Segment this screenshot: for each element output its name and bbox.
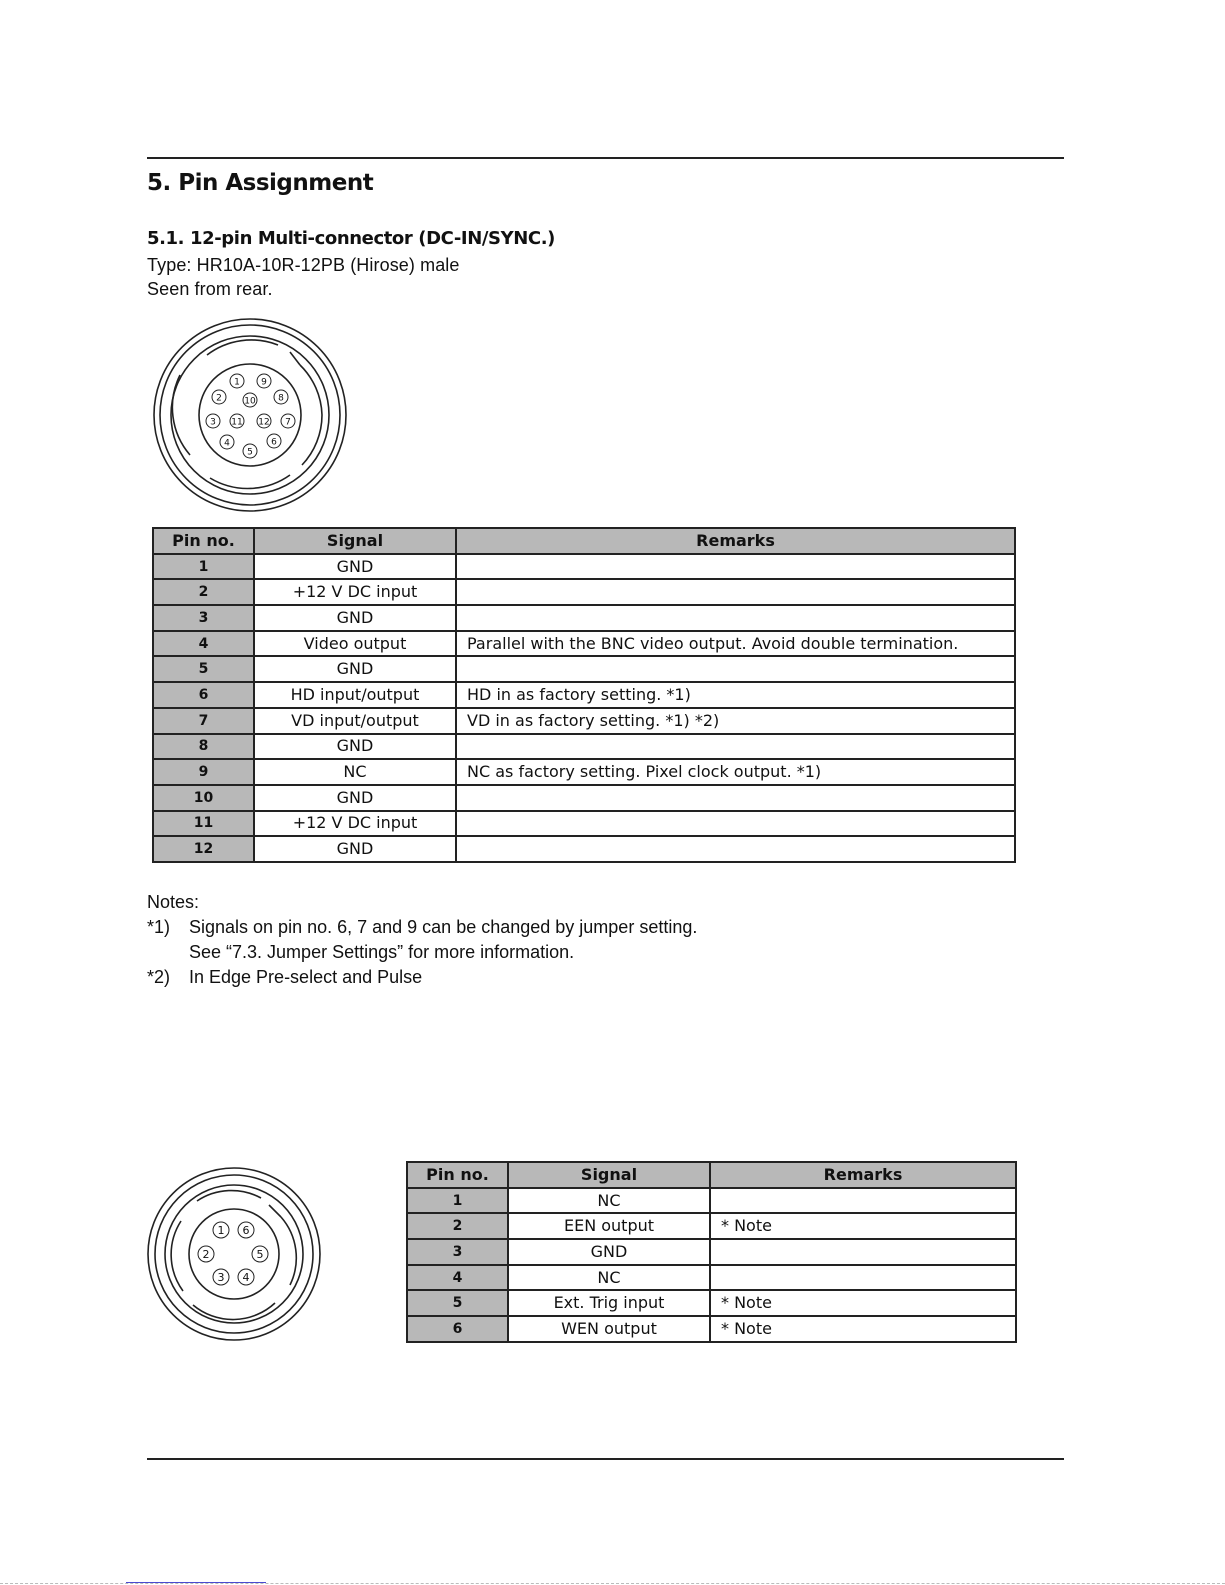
pin-cell: 2 <box>153 579 254 605</box>
table-row <box>153 785 1015 811</box>
svg-text:6: 6 <box>242 1224 250 1237</box>
pin-marker <box>230 414 244 428</box>
remarks-cell <box>456 605 1015 631</box>
svg-text:5: 5 <box>256 1248 264 1261</box>
pin-cell: 3 <box>153 605 254 631</box>
svg-text:10: 10 <box>244 396 256 407</box>
pin-marker <box>220 435 234 449</box>
table-row <box>153 631 1015 657</box>
table-row <box>407 1316 1016 1342</box>
signal-cell: +12 V DC input <box>254 811 456 837</box>
signal-cell: NC <box>508 1188 710 1214</box>
pin-cell: 7 <box>153 708 254 734</box>
svg-text:3: 3 <box>217 1271 225 1284</box>
pin-marker <box>257 374 271 388</box>
view-note-line: Seen from rear. <box>147 279 273 299</box>
remarks-cell <box>710 1188 1016 1214</box>
note-1-line-1: Signals on pin no. 6, 7 and 9 can be changed by jumper setting. <box>189 917 698 937</box>
svg-text:11: 11 <box>231 417 243 428</box>
pin-cell: 1 <box>153 554 254 580</box>
pin-marker <box>238 1269 254 1285</box>
signal-cell: GND <box>508 1239 710 1265</box>
header-rule <box>147 157 1064 159</box>
table-row <box>153 579 1015 605</box>
pin-cell: 5 <box>407 1290 508 1316</box>
remarks-cell <box>710 1239 1016 1265</box>
table-row <box>407 1290 1016 1316</box>
remarks-cell: * Note <box>710 1316 1016 1342</box>
pin-marker <box>281 414 295 428</box>
remarks-cell <box>456 785 1015 811</box>
signal-cell: GND <box>254 734 456 760</box>
pin-cell: 4 <box>407 1265 508 1291</box>
table-row <box>153 656 1015 682</box>
table-row <box>153 836 1015 862</box>
pin-cell: 9 <box>153 759 254 785</box>
signal-cell: NC <box>254 759 456 785</box>
footer-rule <box>147 1458 1064 1460</box>
remarks-cell <box>710 1265 1016 1291</box>
header-pin-no: Pin no. <box>153 528 254 554</box>
section-title: 5. Pin Assignment <box>147 170 374 196</box>
remarks-cell: NC as factory setting. Pixel clock output. *1) <box>456 759 1015 785</box>
pin-marker <box>230 374 244 388</box>
table-header-row <box>407 1162 1016 1188</box>
svg-text:7: 7 <box>285 417 291 428</box>
table-row <box>407 1213 1016 1239</box>
remarks-cell <box>456 656 1015 682</box>
signal-cell: +12 V DC input <box>254 579 456 605</box>
signal-cell: Video output <box>254 631 456 657</box>
header-pin-no: Pin no. <box>407 1162 508 1188</box>
pin-cell: 5 <box>153 656 254 682</box>
footer-link-underline <box>126 1582 266 1583</box>
svg-text:4: 4 <box>224 438 230 449</box>
pin-cell: 11 <box>153 811 254 837</box>
pin-cell: 3 <box>407 1239 508 1265</box>
pin-cell: 10 <box>153 785 254 811</box>
table-row <box>153 708 1015 734</box>
remarks-cell <box>456 579 1015 605</box>
signal-cell: WEN output <box>508 1316 710 1342</box>
pin-marker <box>198 1246 214 1262</box>
remarks-cell: Parallel with the BNC video output. Avoid double termination. <box>456 631 1015 657</box>
table-row <box>153 811 1015 837</box>
svg-text:2: 2 <box>202 1248 210 1261</box>
pin-marker <box>238 1222 254 1238</box>
pin-marker <box>206 414 220 428</box>
svg-text:3: 3 <box>210 417 216 428</box>
remarks-cell <box>456 836 1015 862</box>
twelve-pin-table <box>152 527 1016 863</box>
pin-cell: 6 <box>153 682 254 708</box>
signal-cell: GND <box>254 554 456 580</box>
table-row <box>153 734 1015 760</box>
signal-cell: VD input/output <box>254 708 456 734</box>
table-header-row <box>153 528 1015 554</box>
pin-marker <box>257 414 271 428</box>
pin-marker <box>212 390 226 404</box>
notes-heading: Notes: <box>147 892 200 912</box>
pin-cell: 8 <box>153 734 254 760</box>
pin-cell: 1 <box>407 1188 508 1214</box>
svg-text:2: 2 <box>216 393 222 404</box>
svg-text:9: 9 <box>261 377 267 388</box>
remarks-cell <box>456 554 1015 580</box>
note-2-mark: *2) <box>147 967 171 987</box>
header-signal: Signal <box>508 1162 710 1188</box>
signal-cell: GND <box>254 785 456 811</box>
table-row <box>407 1239 1016 1265</box>
header-remarks: Remarks <box>456 528 1015 554</box>
pin-marker <box>213 1269 229 1285</box>
remarks-cell: * Note <box>710 1290 1016 1316</box>
pin-marker <box>274 390 288 404</box>
page-edge-dotted-line <box>0 1583 1225 1584</box>
svg-text:1: 1 <box>234 377 240 388</box>
table-row <box>153 554 1015 580</box>
twelve-pin-connector-diagram <box>150 315 350 515</box>
signal-cell: GND <box>254 605 456 631</box>
svg-text:1: 1 <box>217 1224 225 1237</box>
pin-marker <box>252 1246 268 1262</box>
remarks-cell <box>456 811 1015 837</box>
six-pin-connector-diagram <box>145 1165 323 1343</box>
header-remarks: Remarks <box>710 1162 1016 1188</box>
table-row <box>153 605 1015 631</box>
remarks-cell: VD in as factory setting. *1) *2) <box>456 708 1015 734</box>
signal-cell: HD input/output <box>254 682 456 708</box>
signal-cell: GND <box>254 656 456 682</box>
remarks-cell: HD in as factory setting. *1) <box>456 682 1015 708</box>
note-1-mark: *1) <box>147 917 171 937</box>
note-1-line-2: See “7.3. Jumper Settings” for more information. <box>189 942 575 962</box>
subsection-title: 5.1. 12-pin Multi-connector (DC-IN/SYNC.) <box>147 228 555 249</box>
table-row <box>153 682 1015 708</box>
pin-cell: 4 <box>153 631 254 657</box>
remarks-cell <box>456 734 1015 760</box>
pin-marker <box>243 393 257 407</box>
note-2-line-1: In Edge Pre-select and Pulse <box>189 967 423 987</box>
svg-text:8: 8 <box>278 393 284 404</box>
svg-text:12: 12 <box>258 417 270 428</box>
svg-text:4: 4 <box>242 1271 250 1284</box>
signal-cell: NC <box>508 1265 710 1291</box>
svg-text:5: 5 <box>247 447 253 458</box>
pin-cell: 2 <box>407 1213 508 1239</box>
six-pin-table <box>406 1161 1017 1343</box>
svg-text:6: 6 <box>271 437 277 448</box>
pin-marker <box>243 444 257 458</box>
signal-cell: EEN output <box>508 1213 710 1239</box>
signal-cell: Ext. Trig input <box>508 1290 710 1316</box>
signal-cell: GND <box>254 836 456 862</box>
pin-marker <box>213 1222 229 1238</box>
pin-cell: 6 <box>407 1316 508 1342</box>
table-row <box>407 1188 1016 1214</box>
remarks-cell: * Note <box>710 1213 1016 1239</box>
pin-marker <box>267 434 281 448</box>
pin-cell: 12 <box>153 836 254 862</box>
table-row <box>153 759 1015 785</box>
header-signal: Signal <box>254 528 456 554</box>
table-row <box>407 1265 1016 1291</box>
connector-type-line: Type: HR10A-10R-12PB (Hirose) male <box>147 255 460 275</box>
